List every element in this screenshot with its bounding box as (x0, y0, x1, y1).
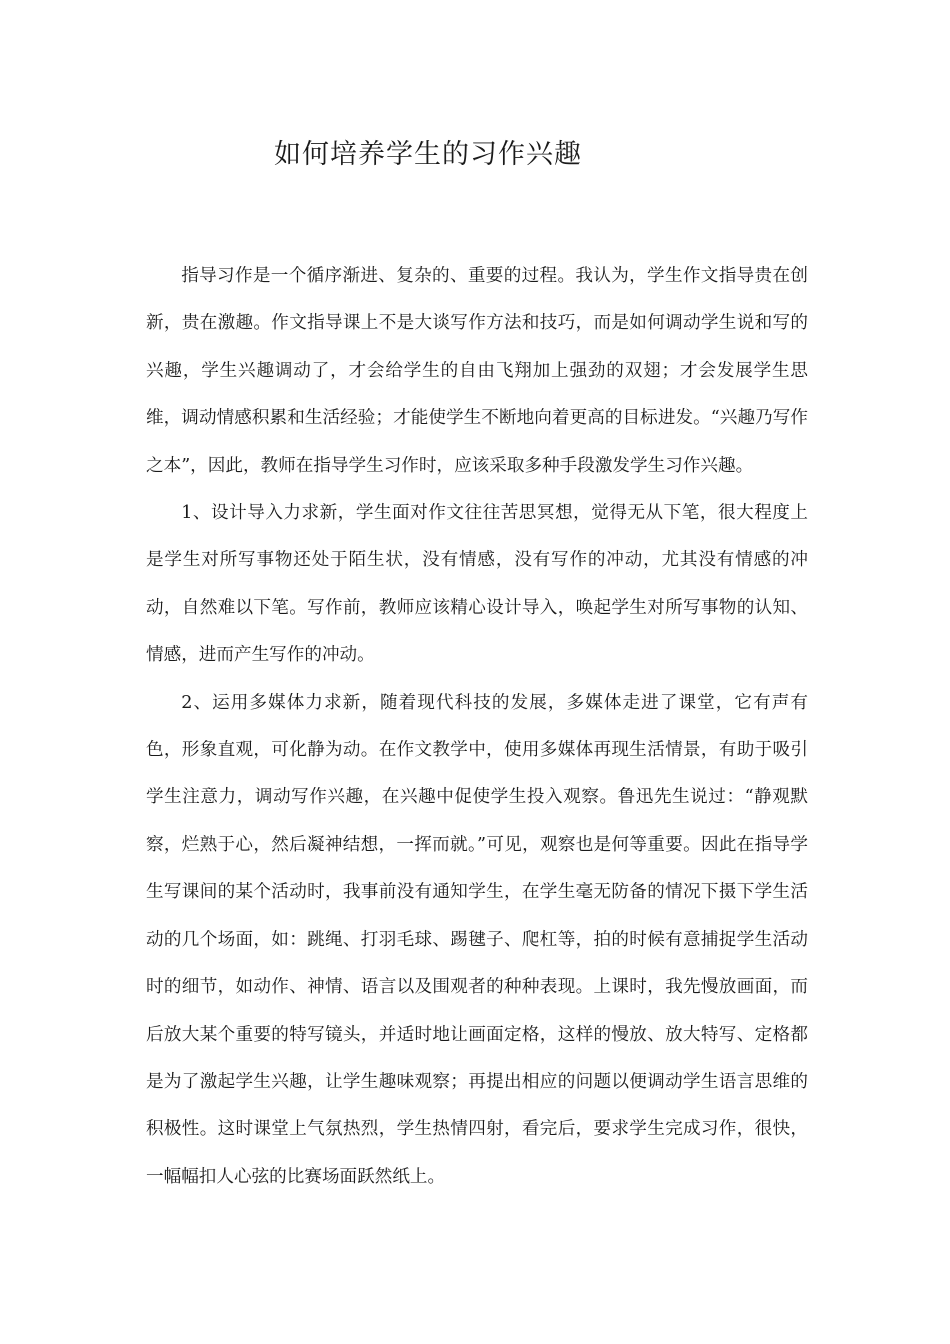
document-title: 如何培养学生的习作兴趣 (274, 139, 582, 170)
paragraph-point-2: 2、运用多媒体力求新，随着现代科技的发展，多媒体走进了课堂，它有声有色，形象直观，可化静为动。在作文教学中，使用多媒体再现生活情景，有助于吸引学生注意力，调动写作兴趣，在兴趣中促使学生投入观察。鲁迅先生说过：“静观默察，烂熟于心，然后凝神结想，一挥而就。”可见，观察也是何等重要。因此在指导学生写课间的某个活动时，我事前没有通知学生，在学生毫无防备的情况下摄下学生活动的几个场面，如：跳绳、打羽毛球、踢毽子、爬杠等，拍的时候有意捕捉学生活动时的细节，如动作、神情、语言以及围观者的种种表现。上课时，我先慢放画面，而后放大某个重要的特写镜头，并适时地让画面定格，这样的慢放、放大特写、定格都是为了激起学生兴趣，让学生趣味观察；再提出相应的问题以便调动学生语言思维的积极性。这时课堂上气氛热烈，学生热情四射，看完后，要求学生完成习作，很快，一幅幅扣人心弦的比赛场面跃然纸上。 (146, 692, 808, 1187)
document-body (146, 253, 808, 1201)
paragraph-point-1: 1、设计导入力求新，学生面对作文往往苦思冥想，觉得无从下笔，很大程度上是学生对所写事物还处于陌生状，没有情感，没有写作的冲动，尤其没有情感的冲动，自然难以下笔。写作前，教师应该精心设计导入，唤起学生对所写事物的认知、情感，进而产生写作的冲动。 (146, 503, 808, 666)
paragraph-intro: 指导习作是一个循序渐进、复杂的、重要的过程。我认为，学生作文指导贵在创新，贵在激趣。作文指导课上不是大谈写作方法和技巧，而是如何调动学生说和写的兴趣，学生兴趣调动了，才会给学生的自由飞翔加上强劲的双翅；才会发展学生思维，调动情感积累和生活经验；才能使学生不断地向着更高的目标进发。“兴趣乃写作之本”，因此，教师在指导学生习作时，应该采取多种手段激发学生习作兴趣。 (146, 266, 808, 476)
